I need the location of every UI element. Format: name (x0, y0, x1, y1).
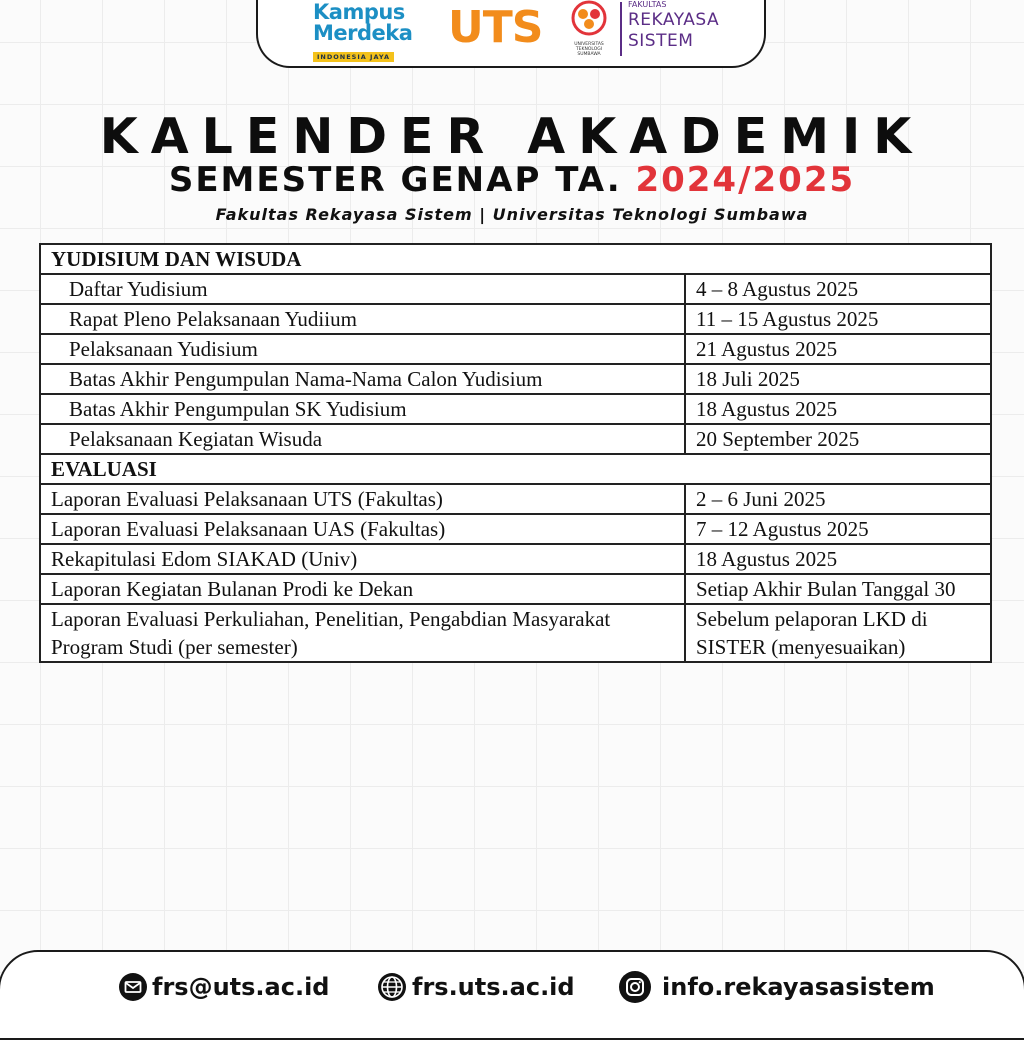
faculty-logo (628, 0, 748, 62)
table-row (40, 544, 991, 574)
academic-calendar-table (39, 243, 992, 663)
date-cell: Setiap Akhir Bulan Tanggal 30 (685, 574, 991, 604)
table-row (40, 604, 991, 662)
activity-cell: Pelaksanaan Kegiatan Wisuda (40, 424, 685, 454)
table-row (40, 514, 991, 544)
table-row (40, 484, 991, 514)
globe-icon (376, 971, 408, 1003)
uts-emblem-logo (566, 0, 612, 60)
header-logo-bar (256, 0, 766, 68)
date-cell: Sebelum pelaporan LKD di SISTER (menyesuaikan) (685, 604, 991, 662)
footer-instagram[interactable] (618, 970, 935, 1004)
page-subtitle: Fakultas Rekayasa Sistem | Universitas Teknologi Sumbawa (215, 205, 809, 224)
activity-cell: Batas Akhir Pengumpulan Nama-Nama Calon Yudisium (40, 364, 685, 394)
semester-title (0, 158, 1024, 202)
instagram-text: info.rekayasasistem (662, 973, 935, 1001)
date-cell: 2 – 6 Juni 2025 (685, 484, 991, 514)
website-text: frs.uts.ac.id (412, 973, 575, 1001)
activity-cell: Rapat Pleno Pelaksanaan Yudiium (40, 304, 685, 334)
email-icon (118, 972, 148, 1002)
date-cell: 18 Agustus 2025 (685, 394, 991, 424)
activity-cell: Laporan Evaluasi Pelaksanaan UTS (Fakultas) (40, 484, 685, 514)
kampus-merdeka-logo (313, 2, 423, 60)
table-row (40, 304, 991, 334)
table-row (40, 394, 991, 424)
date-cell: 7 – 12 Agustus 2025 (685, 514, 991, 544)
page-title: KALENDER AKADEMIK (99, 108, 925, 165)
activity-cell: Daftar Yudisium (40, 274, 685, 304)
kampus-merdeka-line1: Kampus (313, 0, 405, 24)
uts-wordmark-text: UTS (448, 2, 543, 53)
faculty-logo-line1: REKAYASA (628, 10, 720, 30)
kampus-merdeka-tagline: INDONESIA JAYA (313, 52, 394, 62)
activity-cell: Rekapitulasi Edom SIAKAD (Univ) (40, 544, 685, 574)
footer-website[interactable] (376, 970, 575, 1004)
footer-email[interactable] (118, 970, 329, 1004)
activity-cell: Pelaksanaan Yudisium (40, 334, 685, 364)
date-cell: 11 – 15 Agustus 2025 (685, 304, 991, 334)
section-header-row (40, 244, 991, 274)
activity-cell: Batas Akhir Pengumpulan SK Yudisium (40, 394, 685, 424)
section-heading-evaluasi: EVALUASI (40, 454, 991, 484)
table-row (40, 364, 991, 394)
table-row (40, 334, 991, 364)
faculty-logo-divider (620, 2, 622, 56)
academic-year: 2024/2025 (635, 160, 856, 200)
email-text: frs@uts.ac.id (152, 973, 330, 1001)
uts-wordmark-logo (448, 2, 543, 53)
uts-emblem-icon (569, 0, 609, 38)
kampus-merdeka-line2: Merdeka (313, 21, 413, 45)
instagram-icon (618, 970, 652, 1004)
faculty-logo-line2: SISTEM (628, 31, 694, 51)
semester-label: SEMESTER GENAP TA. (168, 160, 622, 200)
table-row (40, 274, 991, 304)
date-cell: 21 Agustus 2025 (685, 334, 991, 364)
faculty-logo-label: FAKULTAS (628, 0, 667, 9)
date-cell: 18 Agustus 2025 (685, 544, 991, 574)
table-row (40, 574, 991, 604)
activity-cell: Laporan Evaluasi Perkuliahan, Penelitian, Pengabdian Masyarakat Program Studi (per semester) (40, 604, 685, 662)
section-heading-yudisium: YUDISIUM DAN WISUDA (40, 244, 991, 274)
section-header-row (40, 454, 991, 484)
activity-cell: Laporan Kegiatan Bulanan Prodi ke Dekan (40, 574, 685, 604)
uts-emblem-text: UNIVERSITAS TEKNOLOGI SUMBAWA (574, 42, 604, 57)
activity-cell: Laporan Evaluasi Pelaksanaan UAS (Fakultas) (40, 514, 685, 544)
date-cell: 20 September 2025 (685, 424, 991, 454)
table-row (40, 424, 991, 454)
date-cell: 4 – 8 Agustus 2025 (685, 274, 991, 304)
date-cell: 18 Juli 2025 (685, 364, 991, 394)
